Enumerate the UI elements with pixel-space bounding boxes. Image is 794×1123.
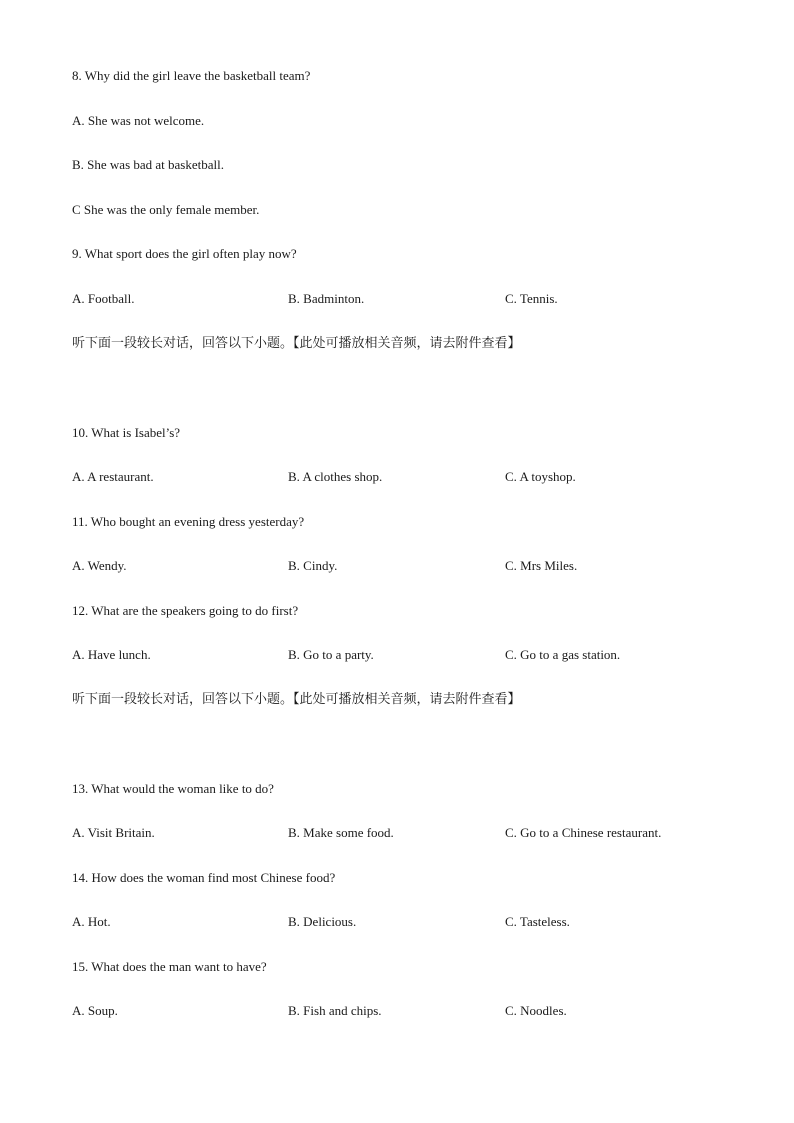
- question-9-options: [72, 291, 752, 307]
- question-13-text: 13. What would the woman like to do?: [72, 781, 274, 796]
- question-12-option-b: B. Go to a party.: [288, 647, 374, 662]
- question-9-text: 9. What sport does the girl often play now?: [72, 246, 297, 261]
- question-8-text: 8. Why did the girl leave the basketball team?: [72, 68, 311, 83]
- question-10-option-c: C. A toyshop.: [505, 469, 576, 484]
- question-14-text: 14. How does the woman find most Chinese food?: [72, 870, 336, 885]
- question-14-option-c: C. Tasteless.: [505, 914, 570, 929]
- question-15-text: 15. What does the man want to have?: [72, 959, 267, 974]
- listening-instruction-2: 听下面一段较长对话，回答以下小题。【此处可播放相关音频，请去附件查看】: [72, 692, 521, 707]
- question-11-option-a: A. Wendy.: [72, 558, 127, 573]
- question-12-options: [72, 647, 752, 663]
- question-15-option-b: B. Fish and chips.: [288, 1003, 382, 1018]
- question-15-option-a: A. Soup.: [72, 1003, 118, 1018]
- question-10-option-a: A. A restaurant.: [72, 469, 154, 484]
- question-10-options: [72, 469, 752, 485]
- question-11-text: 11. Who bought an evening dress yesterday?: [72, 514, 305, 529]
- question-11-option-c: C. Mrs Miles.: [505, 558, 578, 573]
- question-13-option-a: A. Visit Britain.: [72, 825, 155, 840]
- question-13-option-c: C. Go to a Chinese restaurant.: [505, 825, 662, 840]
- question-8-option-c: C She was the only female member.: [72, 202, 260, 217]
- question-12-option-c: C. Go to a gas station.: [505, 647, 621, 662]
- listening-instruction-1: 听下面一段较长对话，回答以下小题。【此处可播放相关音频，请去附件查看】: [72, 336, 521, 351]
- question-14-option-b: B. Delicious.: [288, 914, 357, 929]
- question-13-option-b: B. Make some food.: [288, 825, 394, 840]
- question-12-option-a: A. Have lunch.: [72, 647, 151, 662]
- question-15-option-c: C. Noodles.: [505, 1003, 567, 1018]
- question-12-text: 12. What are the speakers going to do first?: [72, 603, 299, 618]
- question-14-option-a: A. Hot.: [72, 914, 111, 929]
- question-11-options: [72, 558, 752, 574]
- question-14-options: [72, 914, 752, 930]
- question-9-option-c: C. Tennis.: [505, 291, 558, 306]
- question-10-option-b: B. A clothes shop.: [288, 469, 383, 484]
- question-11-option-b: B. Cindy.: [288, 558, 338, 573]
- question-9-option-b: B. Badminton.: [288, 291, 365, 306]
- question-9-option-a: A. Football.: [72, 291, 135, 306]
- question-8-option-b: B. She was bad at basketball.: [72, 157, 224, 172]
- question-13-options: [72, 825, 752, 841]
- question-10-text: 10. What is Isabel’s?: [72, 425, 181, 440]
- question-15-options: [72, 1003, 752, 1019]
- question-8-option-a: A. She was not welcome.: [72, 113, 205, 128]
